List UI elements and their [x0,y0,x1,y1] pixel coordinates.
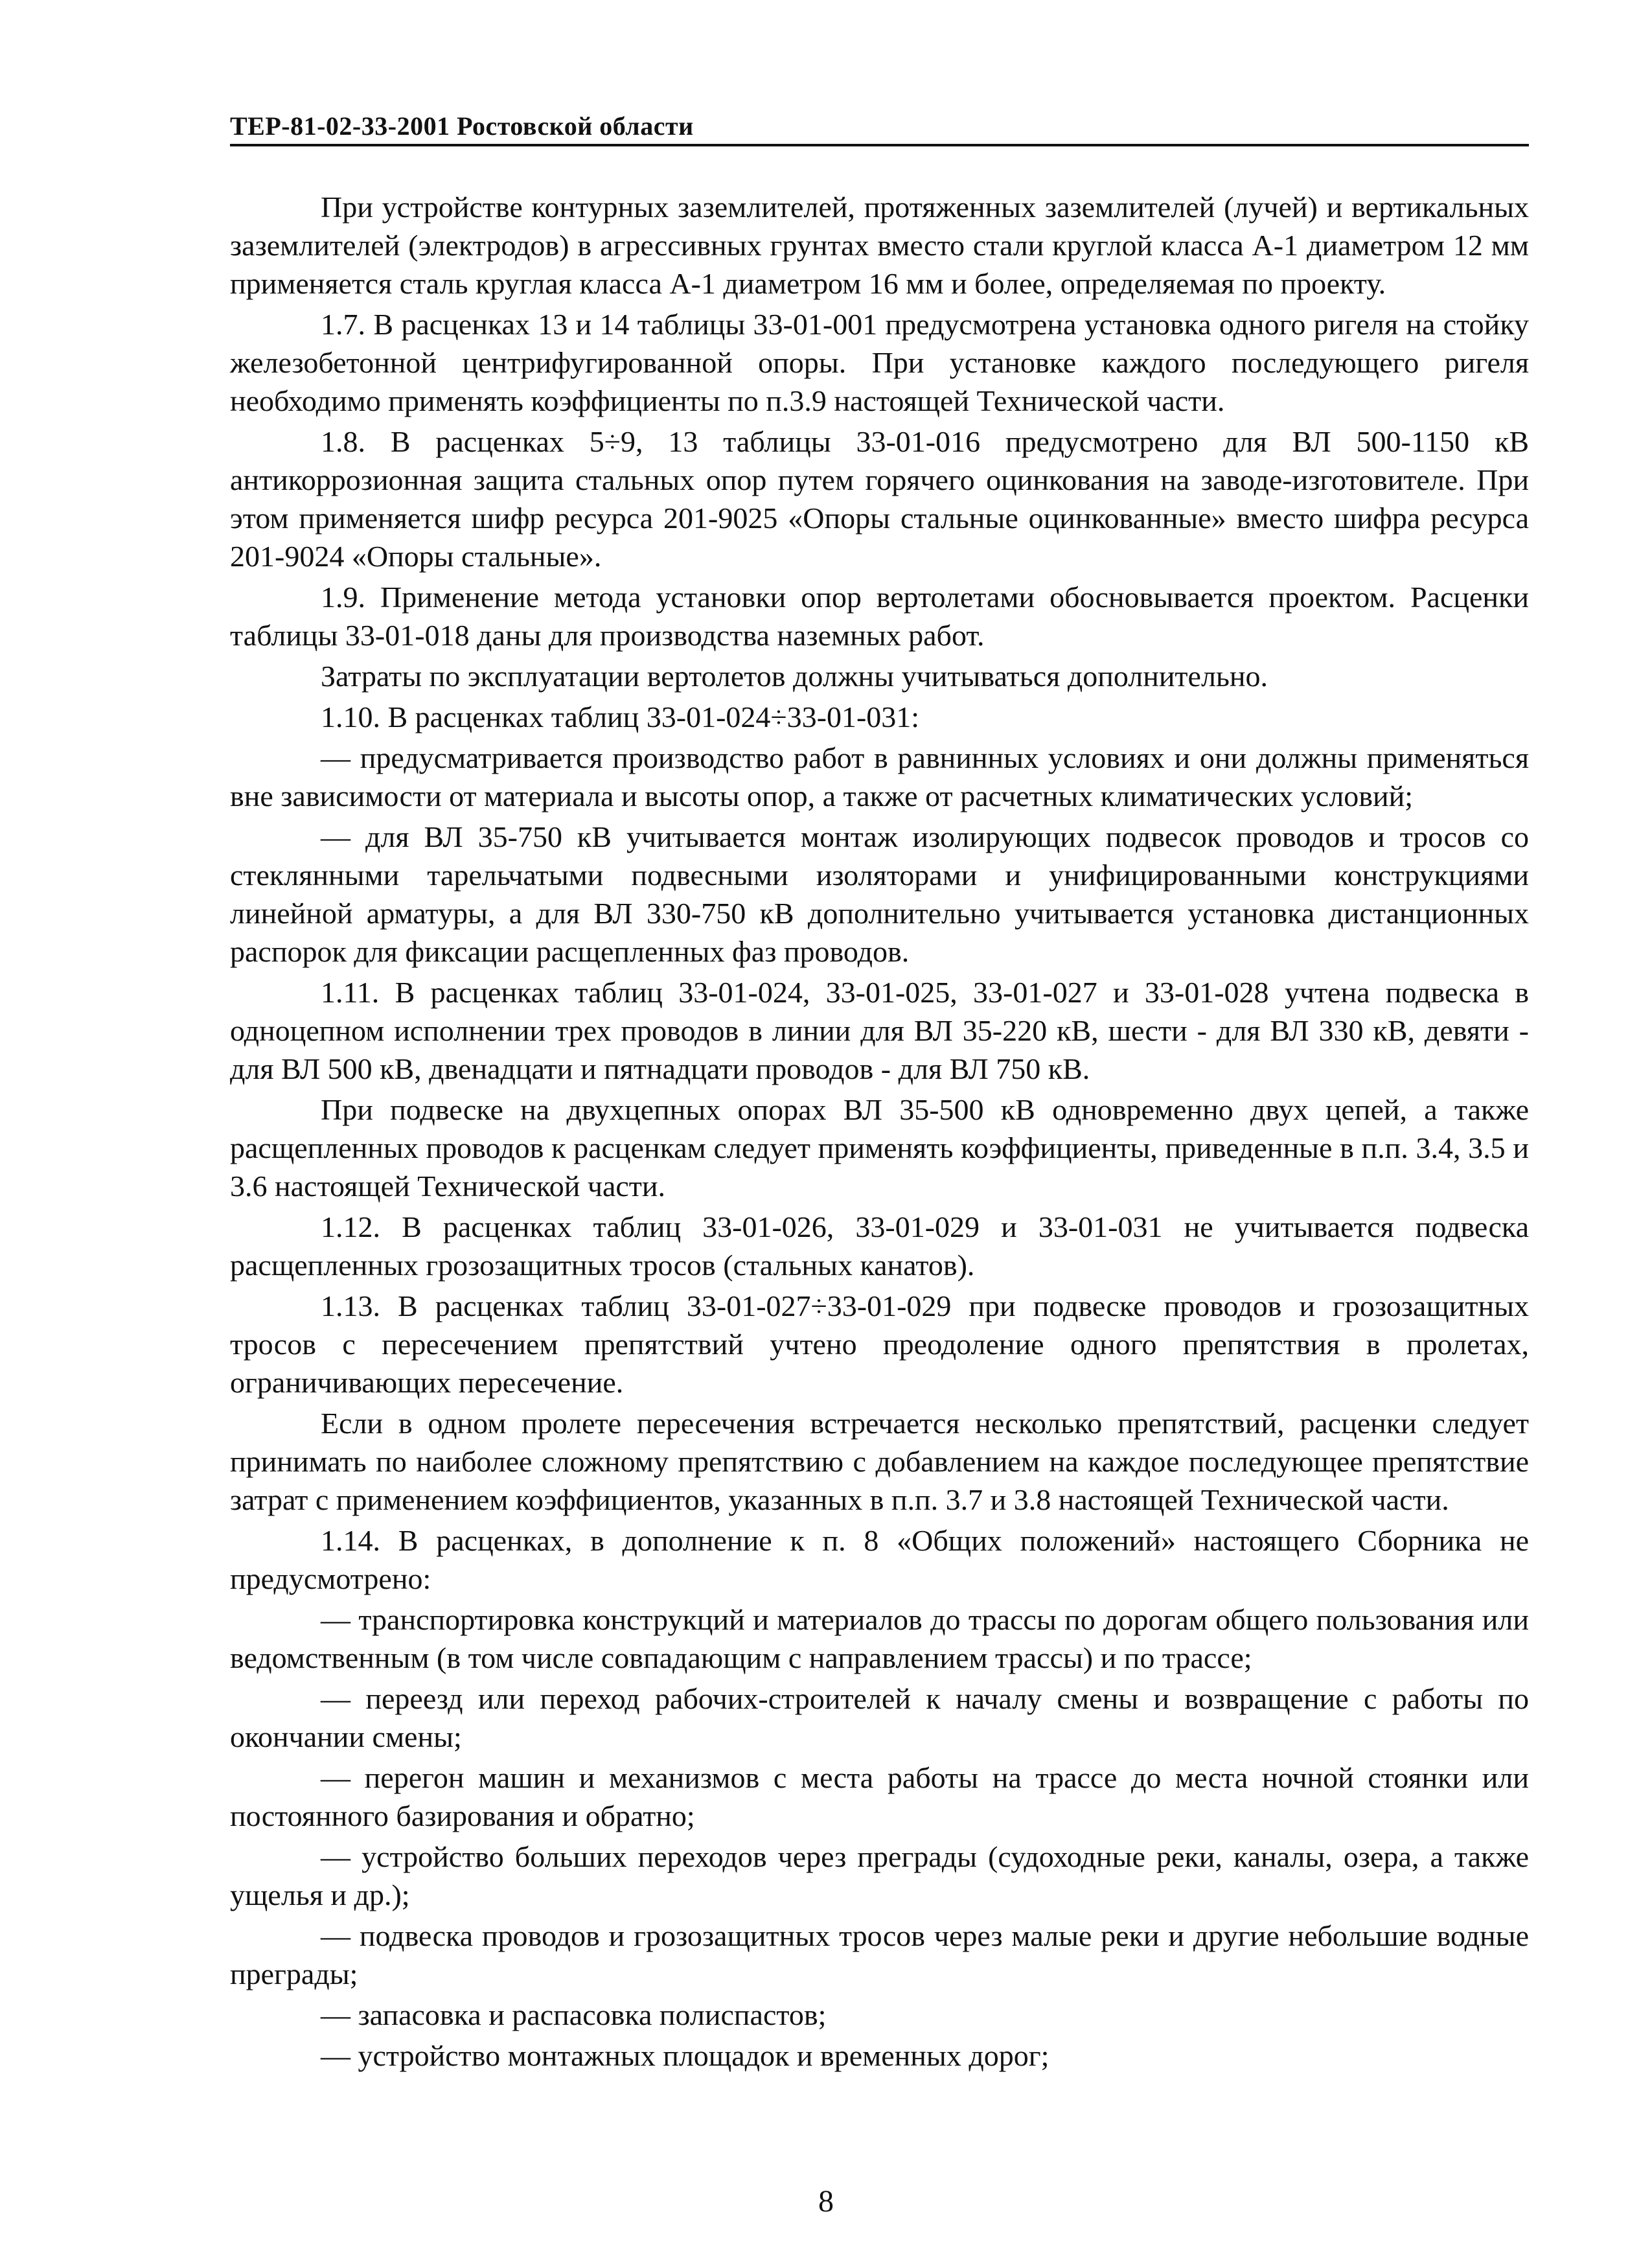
paragraph-1-10: 1.10. В расценках таблиц 33-01-024÷33-01-031: [321,700,920,733]
paragraph-grounding-steel: При устройстве контурных заземлителей, протяженных заземлителей (лучей) и вертикальных заземлителей (электродов) в агрессивных грунтах вместо стали круглой класса А-1 диаметром 12 мм применяется сталь круглая класса А-1 диаметром 16 мм и более, определяемая по проекту. [230,190,1529,300]
paragraph-multiple-obstacles: Если в одном пролете пересечения встречается несколько препятствий, расценки следует принимать по наиболее сложному препятствию с добавлением на каждое последующее препятствие затрат с применением коэффициентов, указанных в п.п. 3.7 и 3.8 настоящей Технической части. [230,1407,1529,1516]
paragraph-1-9: 1.9. Применение метода установки опор вертолетами обосновывается проектом. Расценки таблицы 33-01-018 даны для производства наземных работ. [230,581,1529,652]
paragraph-1-8: 1.8. В расценках 5÷9, 13 таблицы 33-01-016 предусмотрено для ВЛ 500-1150 кВ антикоррозионная защита стальных опор путем горячего оцинкования на заводе-изготовителе. При этом применяется шифр ресурса 201-9025 «Опоры стальные оцинкованные» вместо шифра ресурса 201-9024 «Опоры стальные». [230,425,1529,573]
list-item-pulley-rigging: — запасовка и распасовка полиспастов; [321,1998,827,2031]
paragraph-1-12: 1.12. В расценках таблиц 33-01-026, 33-01-029 и 33-01-031 не учитывается подвеска расщепленных грозозащитных тросов (стальных канатов). [230,1210,1529,1282]
list-item-small-rivers: — подвеска проводов и грозозащитных тросов через малые реки и другие небольшие водные преграды; [230,1919,1529,1990]
paragraph-1-14: 1.14. В расценках, в дополнение к п. 8 «Общих положений» настоящего Сборника не предусмотрено: [230,1524,1529,1595]
list-item-worker-travel: — переезд или переход рабочих-строителей к началу смены и возвращение с работы по окончании смены; [230,1682,1529,1753]
paragraph-1-7: 1.7. В расценках 13 и 14 таблицы 33-01-001 предусмотрена установка одного ригеля на стойку железобетонной центрифугированной опоры. При установке каждого последующего ригеля необходимо применять коэффициенты по п.3.9 настоящей Технической части. [230,308,1529,417]
list-item-large-crossings: — устройство больших переходов через преграды (судоходные реки, каналы, озера, а также ущелья и др.); [230,1840,1529,1911]
page-number: 8 [818,2184,834,2219]
list-item-machine-relocation: — перегон машин и механизмов с места работы на трассе до места ночной стоянки или постоянного базирования и обратно; [230,1761,1529,1832]
page-header [230,111,1529,146]
list-item-temporary-roads: — устройство монтажных площадок и временных дорог; [321,2039,1050,2072]
document-code-title: ТЕР-81-02-33-2001 Ростовской области [230,111,694,141]
list-item-insulator-mounting: — для ВЛ 35-750 кВ учитывается монтаж изолирующих подвесок проводов и тросов со стеклянными тарельчатыми подвесными изоляторами и унифицированными конструкциями линейной арматуры, а для ВЛ 330-750 кВ дополнительно учитывается установка дистанционных распорок для фиксации расщепленных фаз проводов. [230,820,1529,968]
paragraph-1-13: 1.13. В расценках таблиц 33-01-027÷33-01-029 при подвеске проводов и грозозащитных тросов с пересечением препятствий учтено преодоление одного препятствия в пролетах, ограничивающих пересечение. [230,1289,1529,1399]
list-item-plain-conditions: — предусматривается производство работ в равнинных условиях и они должны применяться вне зависимости от материала и высоты опор, а также от расчетных климатических условий; [230,741,1529,813]
paragraph-double-circuit: При подвеске на двухцепных опорах ВЛ 35-500 кВ одновременно двух цепей, а также расщепленных проводов к расценкам следует применять коэффициенты, приведенные в п.п. 3.4, 3.5 и 3.6 настоящей Технической части. [230,1093,1529,1203]
list-item-transport: — транспортировка конструкций и материалов до трассы по дорогам общего пользования или ведомственным (в том числе совпадающим с направлением трассы) и по трассе; [230,1603,1529,1674]
paragraph-helicopter-costs: Затраты по эксплуатации вертолетов должны учитываться дополнительно. [321,660,1268,693]
paragraph-1-11: 1.11. В расценках таблиц 33-01-024, 33-01-025, 33-01-027 и 33-01-028 учтена подвеска в одноцепном исполнении трех проводов в линии для ВЛ 35-220 кВ, шести - для ВЛ 330 кВ, девяти - для ВЛ 500 кВ, двенадцати и пятнадцати проводов - для ВЛ 750 кВ. [230,976,1529,1085]
document-body [230,188,1529,2077]
